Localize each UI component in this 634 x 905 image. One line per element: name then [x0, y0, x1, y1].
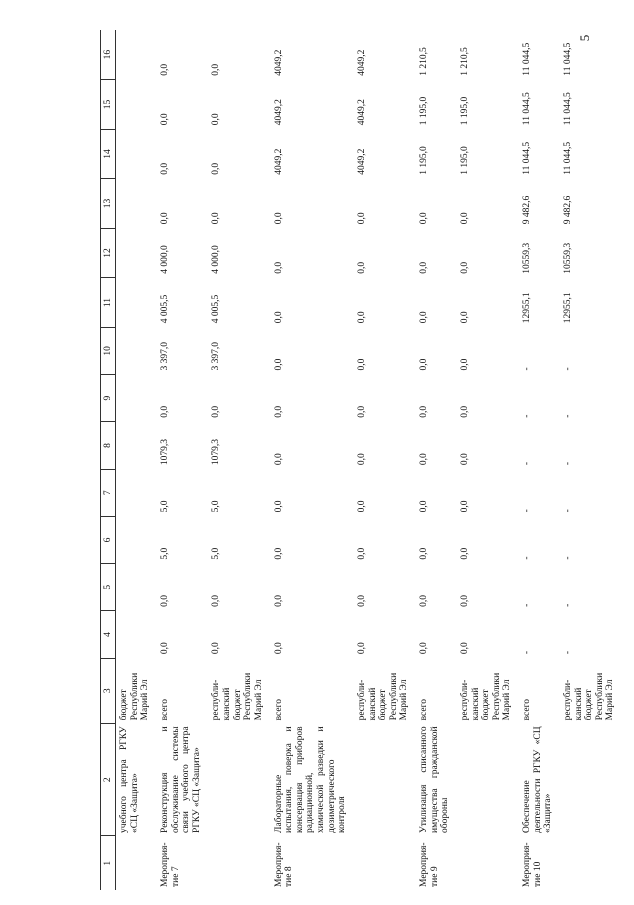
value-cell: [116, 327, 157, 374]
value-cell: 0,0: [459, 358, 470, 371]
value-cell: 0,0: [273, 358, 284, 371]
value-cell: 0,0: [159, 405, 170, 418]
table-row: [457, 30, 519, 890]
value-cell: 0,0: [211, 63, 222, 76]
description-cell: Реконструкция и обслуживание системы связи учебного центра РГКУ «СЦ «Защита»: [159, 726, 202, 833]
value-cell: 1 210,5: [419, 47, 429, 76]
value-cell: 0,0: [356, 311, 367, 324]
value-cell: 4 005,5: [211, 294, 222, 324]
value-cell: 11 044,5: [562, 141, 573, 175]
funding-source-cell: республи-канский бюджет Республики Марий Эл: [211, 672, 264, 721]
description-cell: [457, 723, 519, 836]
column-header: 6: [101, 516, 116, 563]
value-cell: 1 210,5: [459, 47, 470, 76]
column-header: 7: [101, 469, 116, 516]
value-cell: 0,0: [459, 405, 470, 418]
table-row: [560, 30, 622, 890]
value-cell: 0,0: [211, 405, 222, 418]
funding-source-cell: республи-канский бюджет Республики Марий Эл: [562, 672, 616, 721]
value-cell: 0,0: [356, 405, 367, 418]
value-cell: 0,0: [459, 453, 470, 466]
value-cell: 0,0: [459, 594, 470, 607]
value-cell: 1079,3: [211, 438, 222, 466]
value-cell: 5,0: [159, 547, 170, 560]
value-cell: 12955,1: [562, 292, 573, 324]
value-cell: 11 044,5: [522, 141, 532, 175]
funding-source-cell: всего: [159, 699, 170, 721]
column-header: 11: [101, 278, 116, 328]
value-cell: [116, 179, 157, 229]
funding-source-cell: всего: [522, 699, 532, 721]
column-header: 16: [101, 30, 116, 80]
value-cell: 1 195,0: [459, 146, 470, 175]
value-cell: 0,0: [211, 162, 222, 175]
value-cell: -: [562, 603, 573, 607]
value-cell: [116, 129, 157, 179]
value-cell: -: [522, 603, 532, 607]
value-cell: 9 482,6: [562, 195, 573, 225]
table-body: [116, 30, 623, 890]
value-cell: 0,0: [419, 500, 429, 513]
column-header: 8: [101, 422, 116, 469]
value-cell: 0,0: [273, 453, 284, 466]
activity-cell: [560, 836, 622, 890]
value-cell: -: [562, 650, 573, 655]
funding-source-cell: республи-канский бюджет Республики Марий Эл: [356, 672, 410, 721]
description-cell: [354, 723, 416, 836]
value-cell: -: [522, 556, 532, 560]
value-cell: 0,0: [459, 212, 470, 225]
activity-cell: [354, 836, 416, 890]
value-cell: 0,0: [356, 547, 367, 560]
value-cell: 0,0: [159, 113, 170, 126]
value-cell: -: [522, 650, 532, 655]
value-cell: 0,0: [211, 212, 222, 225]
value-cell: 11 044,5: [562, 42, 573, 76]
value-cell: 0,0: [211, 113, 222, 126]
header-row: [101, 30, 116, 890]
value-cell: 0,0: [159, 642, 170, 655]
value-cell: 0,0: [273, 311, 284, 324]
value-cell: 0,0: [459, 500, 470, 513]
value-cell: 11 044,5: [522, 92, 532, 126]
value-cell: 0,0: [356, 594, 367, 607]
activity-cell: Мероприя-тие 9: [419, 842, 440, 887]
value-cell: 0,0: [159, 162, 170, 175]
value-cell: 10559,3: [522, 242, 532, 274]
value-cell: [116, 80, 157, 130]
value-cell: 4049,2: [356, 148, 367, 175]
value-cell: 5,0: [211, 500, 222, 513]
description-cell: Обеспечение деятельности РГКУ «СЦ «Защита»: [522, 726, 554, 833]
value-cell: 0,0: [273, 405, 284, 418]
activity-cell: [457, 836, 519, 890]
value-cell: 0,0: [419, 453, 429, 466]
value-cell: 0,0: [159, 594, 170, 607]
table-row: [519, 30, 560, 890]
value-cell: 3 397,0: [211, 342, 222, 371]
table-row: [208, 30, 270, 890]
value-cell: -: [562, 414, 573, 418]
value-cell: 3 397,0: [159, 342, 170, 371]
description-cell: [560, 723, 622, 836]
value-cell: 0,0: [356, 212, 367, 225]
activity-cell: [116, 836, 157, 890]
value-cell: 11 044,5: [522, 42, 532, 76]
description-cell: [208, 723, 270, 836]
column-header: 3: [101, 658, 116, 723]
column-header: 14: [101, 129, 116, 179]
value-cell: -: [562, 509, 573, 513]
funding-source-cell: бюджет Республики Марий Эл: [119, 672, 151, 721]
value-cell: 0,0: [273, 642, 284, 655]
value-cell: 4049,2: [273, 99, 284, 126]
value-cell: [116, 422, 157, 469]
value-cell: [116, 228, 157, 278]
funding-source-cell: всего: [419, 699, 429, 721]
value-cell: 0,0: [356, 261, 367, 274]
table-row: [354, 30, 416, 890]
value-cell: 0,0: [419, 642, 429, 655]
value-cell: 0,0: [211, 642, 222, 655]
value-cell: 0,0: [356, 642, 367, 655]
value-cell: 0,0: [273, 547, 284, 560]
value-cell: 0,0: [459, 311, 470, 324]
value-cell: 4049,2: [273, 49, 284, 76]
value-cell: -: [562, 367, 573, 371]
value-cell: [116, 278, 157, 328]
value-cell: 4 000,0: [211, 245, 222, 274]
value-cell: [116, 469, 157, 516]
value-cell: [116, 611, 157, 658]
value-cell: 0,0: [356, 500, 367, 513]
column-header: 10: [101, 327, 116, 374]
table-row: [271, 30, 354, 890]
value-cell: 0,0: [159, 212, 170, 225]
activity-cell: Мероприя-тие 10: [522, 842, 543, 887]
value-cell: 0,0: [159, 63, 170, 76]
value-cell: 4049,2: [356, 99, 367, 126]
column-header: 13: [101, 179, 116, 229]
value-cell: 9 482,6: [522, 195, 532, 225]
value-cell: -: [562, 461, 573, 466]
value-cell: 0,0: [459, 642, 470, 655]
value-cell: 0,0: [459, 547, 470, 560]
value-cell: 0,0: [419, 311, 429, 324]
value-cell: 0,0: [419, 358, 429, 371]
description-cell: Лабораторные испытания, поверка и консервация приборов радиационной, химической разведки и дозиметрического контроля: [273, 726, 348, 833]
value-cell: 5,0: [211, 547, 222, 560]
value-cell: 1 195,0: [419, 96, 429, 126]
value-cell: 0,0: [356, 358, 367, 371]
activity-cell: Мероприя-тие 8: [273, 842, 295, 887]
value-cell: [116, 564, 157, 611]
description-cell: Утилизация списанного имущества гражданской обороны: [419, 726, 451, 833]
budget-table: [100, 30, 622, 890]
value-cell: 4049,2: [356, 49, 367, 76]
value-cell: -: [522, 414, 532, 418]
value-cell: 5,0: [159, 500, 170, 513]
value-cell: 0,0: [273, 500, 284, 513]
value-cell: [116, 30, 157, 80]
value-cell: 0,0: [356, 453, 367, 466]
value-cell: 1079,3: [159, 438, 170, 466]
funding-source-cell: всего: [273, 699, 284, 721]
value-cell: 0,0: [419, 594, 429, 607]
rotated-table-frame: [100, 30, 616, 890]
value-cell: 12955,1: [522, 292, 532, 324]
value-cell: 0,0: [273, 261, 284, 274]
value-cell: [116, 516, 157, 563]
activity-cell: [208, 836, 270, 890]
value-cell: -: [522, 461, 532, 466]
value-cell: 4 000,0: [159, 245, 170, 274]
column-header: 9: [101, 375, 116, 422]
description-cell: учебного центра РГКУ «СЦ «Защита»: [119, 726, 140, 833]
value-cell: 0,0: [419, 405, 429, 418]
value-cell: 0,0: [273, 212, 284, 225]
value-cell: 11 044,5: [562, 92, 573, 126]
value-cell: -: [562, 556, 573, 560]
activity-cell: Мероприя-тие 7: [159, 842, 181, 887]
column-header: 12: [101, 228, 116, 278]
value-cell: -: [522, 367, 532, 371]
value-cell: 10559,3: [562, 242, 573, 274]
value-cell: 0,0: [211, 594, 222, 607]
value-cell: 0,0: [419, 212, 429, 225]
value-cell: 1 195,0: [419, 146, 429, 175]
column-header: 15: [101, 80, 116, 130]
table-row: [157, 30, 209, 890]
value-cell: 0,0: [459, 261, 470, 274]
value-cell: 0,0: [419, 547, 429, 560]
value-cell: 4049,2: [273, 148, 284, 175]
value-cell: [116, 375, 157, 422]
column-header: 2: [101, 723, 116, 836]
column-header: 4: [101, 611, 116, 658]
column-header: 1: [101, 836, 116, 890]
column-header: 5: [101, 564, 116, 611]
funding-source-cell: республи-канский бюджет Республики Марий Эл: [459, 672, 513, 721]
value-cell: 0,0: [419, 261, 429, 274]
value-cell: 0,0: [273, 594, 284, 607]
value-cell: -: [522, 509, 532, 513]
value-cell: 4 005,5: [159, 294, 170, 324]
table-row: [416, 30, 457, 890]
table-row: [116, 30, 157, 890]
value-cell: 1 195,0: [459, 96, 470, 126]
